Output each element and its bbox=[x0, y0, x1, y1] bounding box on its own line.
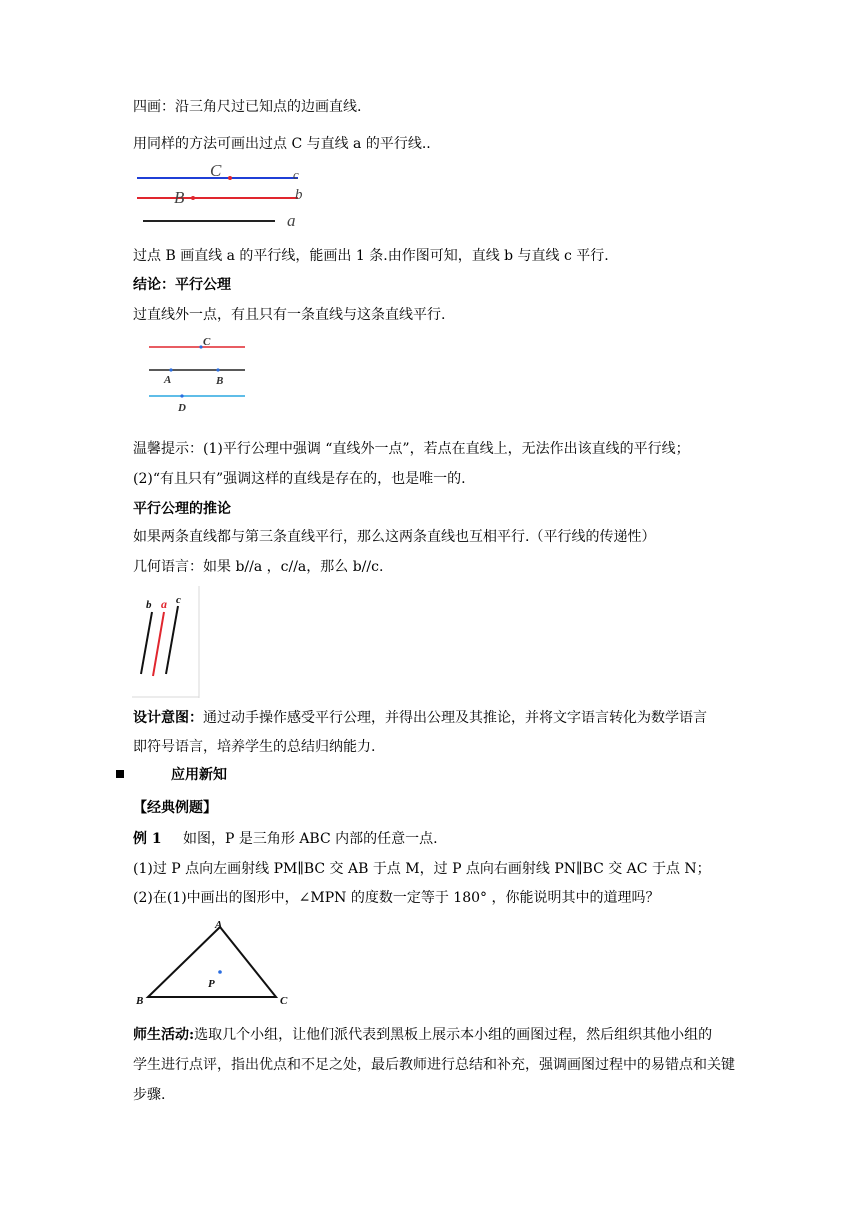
subsection-heading: 【经典例题】 bbox=[133, 800, 217, 816]
text-line: 步骤. bbox=[133, 1087, 166, 1103]
line-b bbox=[141, 612, 152, 674]
figure-parallel-postulate bbox=[145, 333, 255, 418]
point-d-dot bbox=[180, 394, 183, 397]
text-line: (2)“有且只有”强调这样的直线是存在的，也是唯一的. bbox=[133, 471, 466, 487]
text-line: 几何语言：如果 b//a ，c//a，那么 b//c. bbox=[133, 559, 384, 575]
vertex-a-label: A bbox=[215, 919, 223, 931]
section-heading: 结论：平行公理 bbox=[133, 277, 231, 293]
label-b: b bbox=[146, 599, 152, 611]
square-bullet-icon bbox=[116, 770, 124, 778]
line-a bbox=[153, 612, 164, 676]
text-line: 过直线外一点，有且只有一条直线与这条直线平行. bbox=[133, 307, 446, 323]
vertex-b-label: B bbox=[136, 995, 144, 1007]
text-line: 学生进行点评，指出优点和不足之处，最后教师进行总结和补充，强调画图过程中的易错点和关键 bbox=[133, 1057, 735, 1073]
text-line: 设计意图：通过动手操作感受平行公理，并得出公理及其推论，并将文字语言转化为数学语言 bbox=[133, 710, 707, 726]
point-b-dot bbox=[216, 368, 219, 371]
point-b-label: B bbox=[174, 188, 185, 207]
text-line: 温馨提示：(1)平行公理中强调 “直线外一点”，若点在直线上，无法作出该直线的平行线； bbox=[133, 441, 690, 457]
text-line: (2)在(1)中画出的图形中，∠MPN 的度数一定等于 180° ，你能说明其中的道理吗？ bbox=[133, 890, 660, 906]
point-a-label: A bbox=[164, 374, 172, 386]
point-a-dot bbox=[169, 368, 172, 371]
text-line: 即符号语言，培养学生的总结归纳能力. bbox=[133, 739, 376, 755]
line-c bbox=[166, 606, 178, 674]
point-b-dot bbox=[191, 196, 195, 200]
point-p-dot bbox=[218, 970, 222, 974]
point-c-label: C bbox=[210, 161, 222, 180]
vertex-c-label: C bbox=[280, 995, 288, 1007]
design-intent-label bbox=[133, 709, 707, 727]
figure-parallel-lines-abc bbox=[130, 160, 320, 235]
line-c-label: c bbox=[293, 167, 299, 182]
text-line: 过点 B 画直线 a 的平行线，能画出 1 条.由作图可知，直线 b 与直线 c 平行. bbox=[133, 248, 609, 264]
line-a-label: a bbox=[287, 211, 296, 230]
label-c: c bbox=[176, 594, 181, 606]
text-line: 四画：沿三角尺过已知点的边画直线. bbox=[133, 99, 362, 115]
text-line: (1)过 P 点向左画射线 PM∥BC 交 AB 于点 M，过 P 点向右画射线 PN∥BC 交 AC 于点 N； bbox=[133, 861, 711, 877]
text-line: 如图，P 是三角形 ABC 内部的任意一点. bbox=[183, 831, 438, 847]
point-b-label: B bbox=[216, 375, 224, 387]
figure-transitivity bbox=[132, 586, 202, 698]
text-line: 用同样的方法可画出过点 C 与直线 a 的平行线.. bbox=[133, 136, 431, 152]
text-line: 如果两条直线都与第三条直线平行，那么这两条直线也互相平行.（平行线的传递性） bbox=[133, 529, 656, 545]
section-heading: 应用新知 bbox=[171, 767, 227, 783]
point-p-label: P bbox=[208, 978, 215, 990]
point-c-dot bbox=[228, 176, 232, 180]
example-label: 例 1 bbox=[133, 831, 162, 847]
point-c-label: C bbox=[203, 336, 211, 348]
section-heading: 平行公理的推论 bbox=[133, 501, 231, 517]
text-line: 师生活动:选取几个小组，让他们派代表到黑板上展示本小组的画图过程，然后组织其他小组的 bbox=[133, 1027, 713, 1043]
label-a: a bbox=[161, 597, 167, 611]
point-d-label: D bbox=[178, 402, 186, 414]
figure-triangle-abc bbox=[133, 915, 303, 1007]
line-b-label: b bbox=[295, 187, 303, 203]
